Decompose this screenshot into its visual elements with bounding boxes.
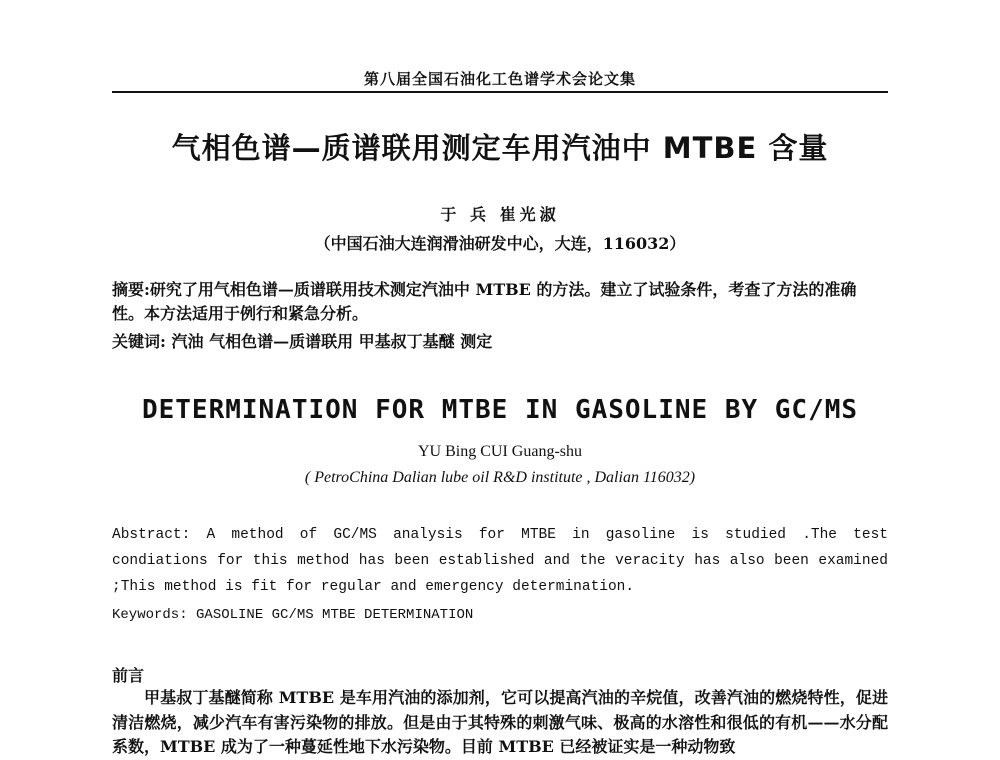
english-affiliation: ( PetroChina Dalian lube oil R&D institute , Dalian 116032) <box>304 469 696 486</box>
chinese-abstract-text: 研究了用气相色谱—质谱联用技术测定汽油中 MTBE 的方法。建立了试验条件，考查了方法的准确性。本方法适用于例行和紧急分析。 <box>112 280 857 323</box>
english-keywords-label: Keywords: <box>112 607 188 623</box>
chinese-keywords-text: 汽油 气相色谱—质谱联用 甲基叔丁基醚 测定 <box>165 332 493 351</box>
chinese-affiliation: （中国石油大连润滑油研发中心，大连，116032） <box>314 234 686 253</box>
chinese-title: 气相色谱—质谱联用测定车用汽油中 MTBE 含量 <box>171 131 829 165</box>
section-heading-preface: 前言 <box>112 666 145 685</box>
english-keywords <box>112 602 888 628</box>
header-divider <box>112 91 888 93</box>
chinese-abstract <box>112 278 888 326</box>
english-abstract-label: Abstract: <box>112 527 191 543</box>
proceedings-header: 第八届全国石油化工色谱学术会论文集 <box>363 70 636 88</box>
english-keywords-text: GASOLINE GC/MS MTBE DETERMINATION <box>187 607 474 623</box>
english-abstract-text: A method of GC/MS analysis for MTBE in gasoline is studied .The test condiations for this method has been established and the veracity has also been examined ;This method is fit for regular and emergency determination. <box>112 527 888 595</box>
chinese-keywords <box>112 330 888 354</box>
english-title: DETERMINATION FOR MTBE IN GASOLINE BY GC/MS <box>141 395 859 425</box>
english-abstract <box>112 522 888 600</box>
chinese-authors: 于 兵 崔光淑 <box>440 205 560 224</box>
preface-paragraph: 甲基叔丁基醚简称 MTBE 是车用汽油的添加剂，它可以提高汽油的辛烷值，改善汽油的燃烧特性，促进清洁燃烧，减少汽车有害污染物的排放。但是由于其特殊的刺激气味、极高的水溶性和很低的有机——水分配系数，MTBE 成为了一种蔓延性地下水污染物。目前 MTBE 已经被证实是一种动物致 <box>112 688 888 756</box>
chinese-keywords-label: 关键词: <box>112 332 166 351</box>
english-authors: YU Bing CUI Guang-shu <box>418 443 582 460</box>
chinese-abstract-label: 摘要: <box>112 280 150 299</box>
